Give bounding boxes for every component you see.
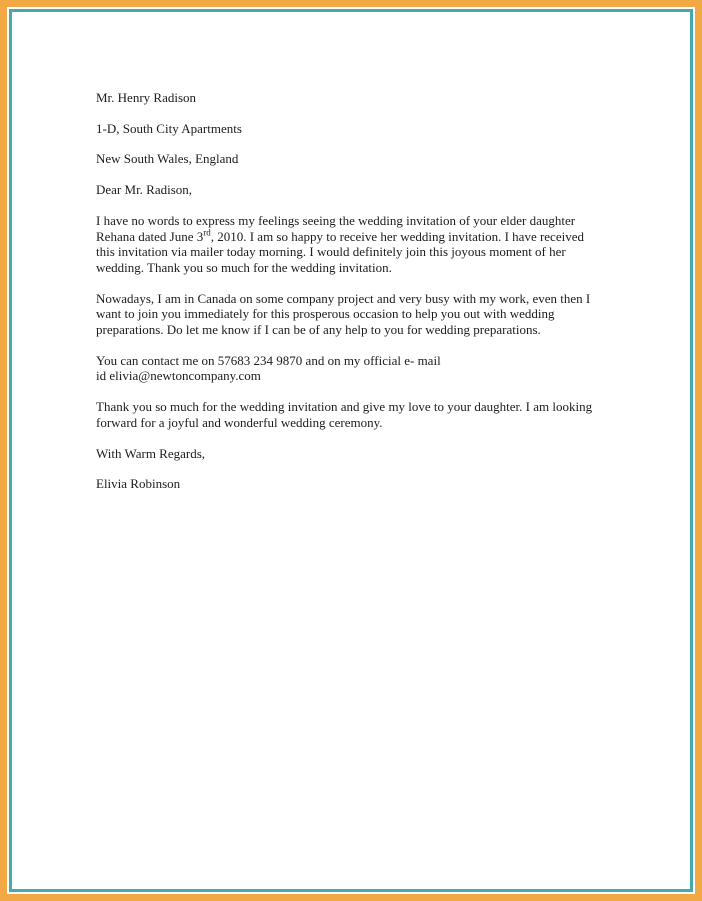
letter-document <box>12 12 690 492</box>
contact-paragraph <box>96 353 604 384</box>
paragraph-1-text-before-superscript: I have no words to express my feelings seeing the wedding invitation of your elder daughter Rehana dated June 3 <box>96 212 576 244</box>
recipient-name: Mr. Henry Radison <box>96 90 197 105</box>
ordinal-superscript: rd <box>203 227 211 238</box>
signature-name: Elivia Robinson <box>96 476 181 492</box>
salutation: Dear Mr. Radison, <box>96 182 193 198</box>
letter-paragraph-1 <box>96 213 604 276</box>
paragraph-1-text-after-superscript: , 2010. I am so happy to receive her wedding invitation. I have received this invitation via mailer today morning. I would definitely join this joyous moment of her wedding. Thank you so much for the wedding invitation. <box>96 228 584 275</box>
closing-line: With Warm Regards, <box>96 445 206 461</box>
letter-paragraph-2: Nowadays, I am in Canada on some company project and very busy with my work, even then I want to join you immediately for this prosperous occasion to help you out with wedding preparations. Do let me know if I can be of any help to you for wedding preparations. <box>96 290 591 338</box>
contact-phone-line: You can contact me on 57683 234 9870 and on my official e- mail <box>96 352 441 368</box>
letter-paragraph-4: Thank you so much for the wedding invitation and give my love to your daughter. I am looking forward for a joyful and wonderful wedding ceremony. <box>96 399 593 430</box>
page-border-inner <box>9 9 693 892</box>
recipient-address-line-1: 1-D, South City Apartments <box>96 120 242 136</box>
recipient-address-line-2: New South Wales, England <box>96 151 239 167</box>
contact-email-line: id elivia@newtoncompany.com <box>96 368 261 384</box>
